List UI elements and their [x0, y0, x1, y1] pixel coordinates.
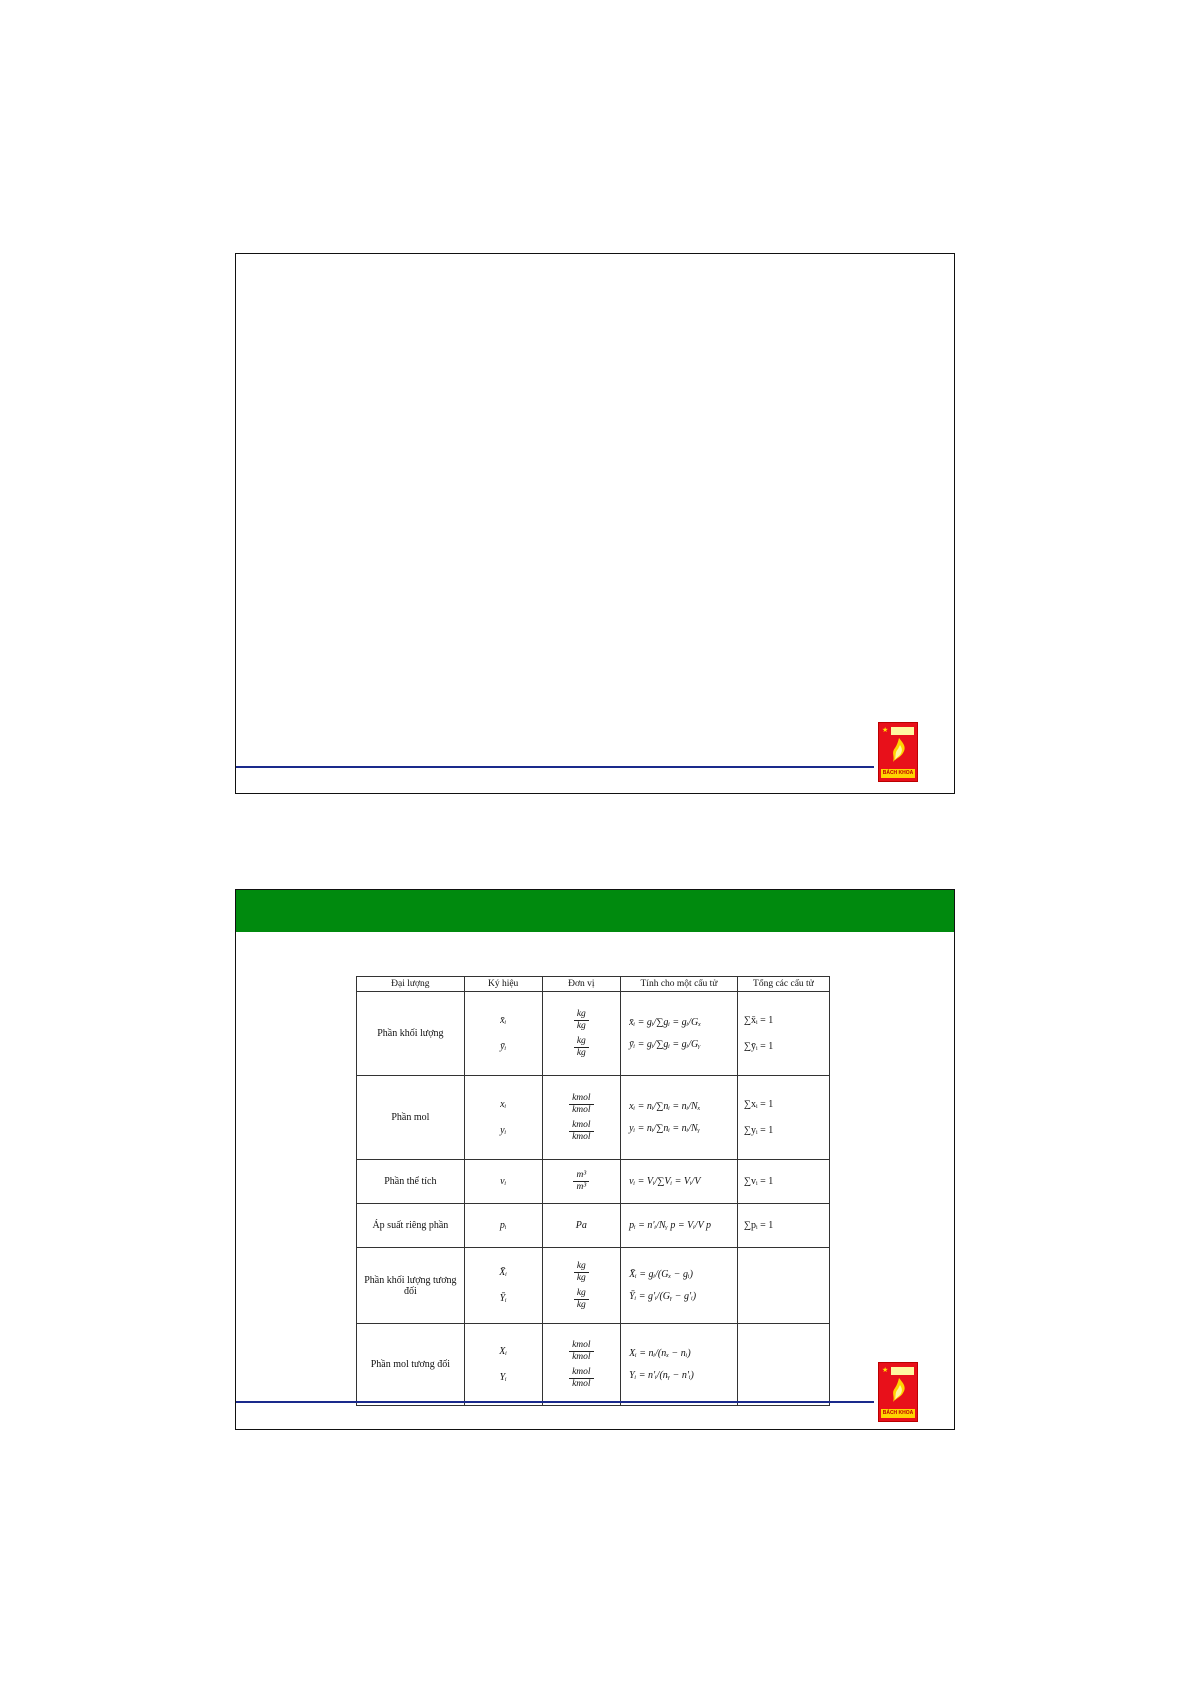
- formula: ȳᵢ = gᵢ/∑gᵢ = gᵢ/Gᵧ: [629, 1038, 701, 1050]
- unit-den: kmol: [572, 1351, 591, 1362]
- symbol: x̄ᵢ: [500, 1014, 507, 1026]
- row-name: Phần mol: [357, 1076, 465, 1160]
- formula: Xᵢ = nᵢ/(nₓ − nᵢ): [629, 1347, 691, 1359]
- university-logo: [878, 1362, 918, 1422]
- unit-den: kmol: [572, 1104, 591, 1115]
- header-quantity: Đại lượng: [357, 977, 465, 992]
- flame-icon: [889, 737, 909, 763]
- unit-den: kg: [576, 1299, 586, 1310]
- symbol: pᵢ: [499, 1219, 507, 1231]
- row-units: [542, 1160, 621, 1204]
- symbol: yᵢ: [500, 1124, 507, 1136]
- unit-den: m³: [576, 1182, 587, 1192]
- row-sums: [737, 1076, 829, 1160]
- unit-den: kg: [576, 1047, 586, 1058]
- symbol: Ȳᵢ: [499, 1292, 507, 1304]
- row-sums: [737, 1160, 829, 1204]
- symbol: Xᵢ: [499, 1345, 507, 1357]
- unit-num: kg: [574, 1036, 589, 1048]
- logo-top-text: [891, 727, 914, 735]
- row-name: Phần thể tích: [357, 1160, 465, 1204]
- formula: x̄ᵢ = gᵢ/∑gᵢ = gᵢ/Gₓ: [629, 1016, 702, 1028]
- row-units: [542, 1076, 621, 1160]
- row-symbols: [464, 1324, 542, 1406]
- unit-den: kmol: [572, 1378, 591, 1389]
- formula: X̄ᵢ = gᵢ/(Gₓ − gᵢ): [629, 1268, 693, 1280]
- row-units: Pa: [542, 1204, 621, 1248]
- row-formulas: [621, 1324, 738, 1406]
- formula: Yᵢ = n'ᵢ/(nᵧ − n'ᵢ): [629, 1369, 694, 1381]
- formula: pᵢ = n'ᵢ/Nᵧ p = Vᵢ/V p: [629, 1219, 712, 1231]
- row-units: [542, 1324, 621, 1406]
- unit-fraction: [574, 1261, 589, 1284]
- row-name: Phần mol tương đối: [357, 1324, 465, 1406]
- symbol: xᵢ: [500, 1098, 507, 1110]
- row-symbols: [464, 1248, 542, 1324]
- formula: Ȳᵢ = g'ᵢ/(Gᵧ − g'ᵢ): [629, 1290, 697, 1302]
- formula: xᵢ = nᵢ/∑nᵢ = nᵢ/Nₓ: [629, 1100, 701, 1112]
- slide-title-bar: [236, 890, 954, 932]
- unit-fraction: [574, 1036, 589, 1059]
- logo-bottom-text: BÁCH KHOA: [882, 770, 914, 776]
- star-icon: ★: [882, 1366, 889, 1374]
- row-formulas: [621, 1076, 738, 1160]
- row-name: Phần khối lượng: [357, 992, 465, 1076]
- slide-2: [235, 889, 955, 1430]
- header-unit: Đơn vị: [542, 977, 621, 992]
- unit-num: kg: [574, 1288, 589, 1300]
- sum: ∑pᵢ = 1: [743, 1219, 774, 1231]
- row-symbols: [464, 1076, 542, 1160]
- unit-fraction: [574, 1288, 589, 1311]
- header-formula: Tính cho một cấu tử: [621, 977, 738, 992]
- table-row: [357, 1204, 830, 1248]
- logo-top-text: [891, 1367, 914, 1375]
- unit-num: kmol: [569, 1093, 593, 1105]
- sum: ∑ȳᵢ = 1: [743, 1040, 774, 1052]
- row-formulas: [621, 1248, 738, 1324]
- footer-line: [236, 1401, 874, 1403]
- footer-line: [236, 766, 874, 768]
- university-logo: [878, 722, 918, 782]
- unit-num: kmol: [569, 1120, 593, 1132]
- unit-den: kg: [576, 1020, 586, 1031]
- unit-den: kmol: [572, 1131, 591, 1142]
- row-formulas: [621, 1204, 738, 1248]
- sum: ∑vᵢ = 1: [743, 1175, 774, 1187]
- row-sums: [737, 1204, 829, 1248]
- table-header-row: [357, 977, 830, 992]
- symbol: X̄ᵢ: [499, 1266, 507, 1278]
- composition-table: [356, 976, 830, 1406]
- sum: ∑yᵢ = 1: [743, 1124, 774, 1136]
- row-symbols: [464, 1160, 542, 1204]
- header-sum: Tổng các cấu tử: [737, 977, 829, 992]
- row-formulas: [621, 992, 738, 1076]
- unit-num: m³: [573, 1170, 589, 1182]
- row-units: [542, 992, 621, 1076]
- unit-num: kmol: [569, 1340, 593, 1352]
- unit-fraction: [569, 1120, 593, 1143]
- row-symbols: [464, 1204, 542, 1248]
- row-sums: [737, 1324, 829, 1406]
- unit-den: kg: [576, 1272, 586, 1283]
- header-symbol: Ký hiệu: [464, 977, 542, 992]
- flame-icon: [889, 1377, 909, 1403]
- unit-num: kg: [574, 1009, 589, 1021]
- table-row: [357, 1324, 830, 1406]
- unit-fraction: [573, 1170, 589, 1193]
- sum: ∑x̄ᵢ = 1: [743, 1014, 774, 1026]
- symbol: vᵢ: [500, 1175, 507, 1187]
- row-sums: [737, 992, 829, 1076]
- table-row: [357, 1160, 830, 1204]
- unit-fraction: [574, 1009, 589, 1032]
- symbol: Yᵢ: [499, 1371, 507, 1383]
- row-sums: [737, 1248, 829, 1324]
- unit-fraction: [569, 1340, 593, 1363]
- row-units: [542, 1248, 621, 1324]
- logo-bottom-text: BÁCH KHOA: [882, 1410, 914, 1416]
- symbol: ȳᵢ: [500, 1040, 507, 1052]
- table-row: [357, 1248, 830, 1324]
- unit-fraction: [569, 1367, 593, 1390]
- table-row: [357, 992, 830, 1076]
- sum: ∑xᵢ = 1: [743, 1098, 774, 1110]
- row-name: Phần khối lượng tương đối: [357, 1248, 465, 1324]
- unit-fraction: [569, 1093, 593, 1116]
- formula: vᵢ = Vᵢ/∑Vᵢ = Vᵢ/V: [629, 1175, 701, 1187]
- star-icon: ★: [882, 726, 889, 734]
- unit-num: kmol: [569, 1367, 593, 1379]
- formula: yᵢ = nᵢ/∑nᵢ = nᵢ/Nᵧ: [629, 1122, 700, 1134]
- unit-num: kg: [574, 1261, 589, 1273]
- row-formulas: [621, 1160, 738, 1204]
- row-symbols: [464, 992, 542, 1076]
- row-name: Áp suất riêng phần: [357, 1204, 465, 1248]
- slide-1: [235, 253, 955, 794]
- table-row: [357, 1076, 830, 1160]
